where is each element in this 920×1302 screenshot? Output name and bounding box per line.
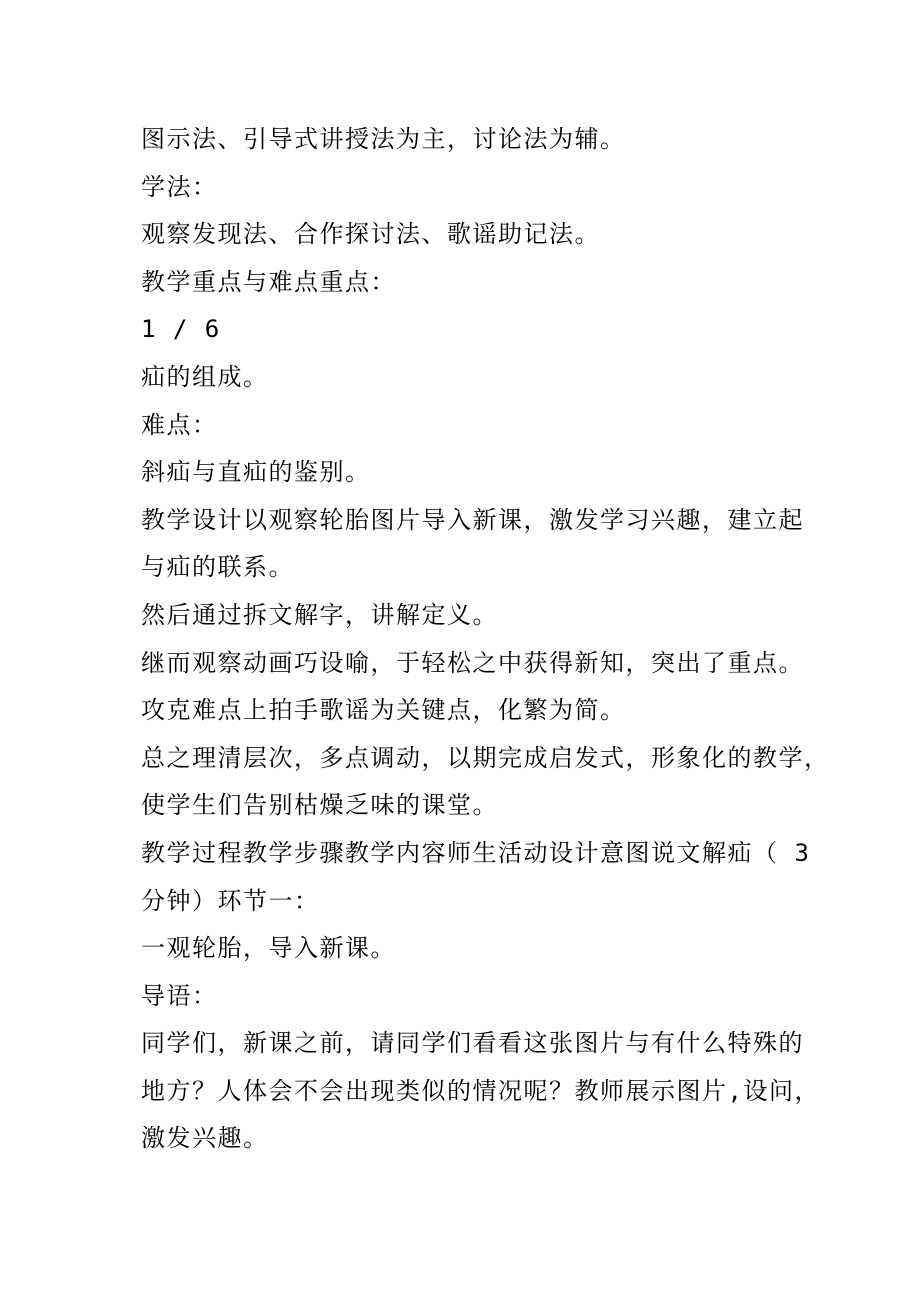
text-line: 难点： [141, 410, 218, 439]
text-line: 激发兴趣。 [141, 1124, 269, 1153]
text-line: 斜疝与直疝的鉴别。 [141, 458, 371, 487]
text-line: 一观轮胎，导入新课。 [141, 934, 396, 963]
text-line: 教学重点与难点重点： [141, 267, 396, 296]
text-line: 攻克难点上拍手歌谣为关键点，化繁为简。 [141, 696, 626, 725]
text-line: 导语： [141, 981, 218, 1010]
document-body [141, 116, 830, 1163]
page-number: 1 / 6 [141, 315, 221, 344]
text-line: 继而观察动画巧设喻，于轻松之中获得新知，突出了重点。 [141, 648, 804, 677]
text-line: 与疝的联系。 [141, 553, 294, 582]
text-line: 总之理清层次，多点调动，以期完成启发式，形象化的教学， [141, 743, 830, 772]
text-line: 观察发现法、合作探讨法、歌谣助记法。 [141, 220, 600, 249]
text-line: 学法： [141, 172, 218, 201]
text-line: 图示法、引导式讲授法为主，讨论法为辅。 [141, 125, 626, 153]
text-line: 教学设计以观察轮胎图片导入新课，激发学习兴趣，建立起 [141, 505, 804, 534]
text-line: 同学们，新课之前，请同学们看看这张图片与有什么特殊的 [141, 1029, 804, 1058]
text-line: 疝的组成。 [141, 362, 269, 391]
text-line: 地方？人体会不会出现类似的情况呢？教师展示图片,设问， [141, 1076, 820, 1105]
text-line: 使学生们告别枯燥乏味的课堂。 [141, 791, 498, 820]
text-line: 教学过程教学步骤教学内容师生活动设计意图说文解疝（ 3 [141, 838, 811, 867]
text-line: 然后通过拆文解字，讲解定义。 [141, 600, 498, 629]
text-line: 分钟）环节一： [141, 886, 320, 915]
